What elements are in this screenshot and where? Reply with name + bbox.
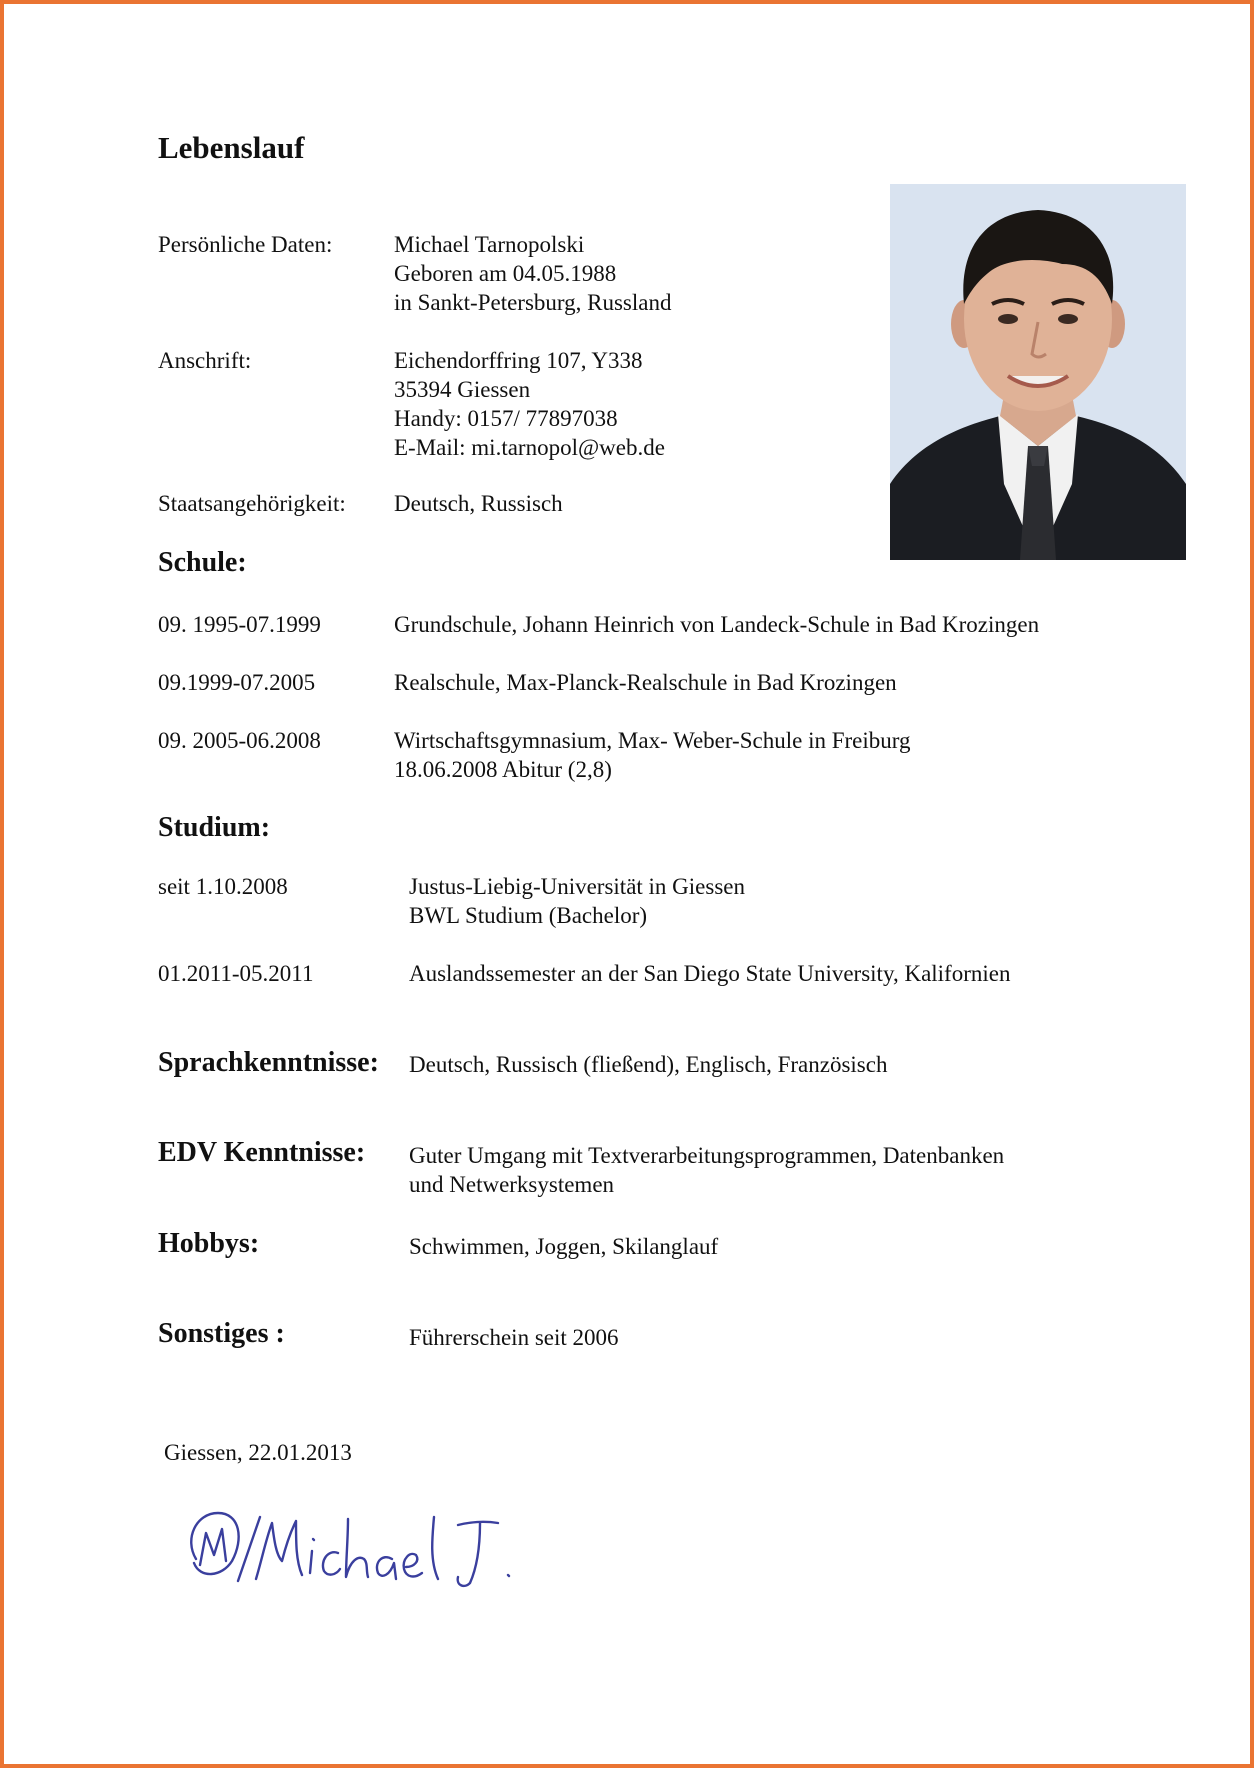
studium-date: seit 1.10.2008 xyxy=(158,874,288,899)
citizenship-label: Staatsangehörigkeit: xyxy=(158,491,346,516)
studium-entry: Auslandssemester an der San Diego State University, Kalifornien xyxy=(409,961,1011,986)
section-heading-sprachen: Sprachkenntnisse: xyxy=(158,1047,379,1078)
section-heading-studium: Studium: xyxy=(158,812,271,843)
studium-entry: Justus-Liebig-Universität in Giessen xyxy=(409,874,746,899)
studium-entry-detail: BWL Studium (Bachelor) xyxy=(409,903,648,928)
portrait-photo xyxy=(890,184,1186,560)
page-title: Lebenslauf xyxy=(158,130,305,165)
section-heading-sonstiges: Sonstiges : xyxy=(158,1318,285,1349)
address-phone: Handy: 0157/ 77897038 xyxy=(394,406,618,431)
personal-name: Michael Tarnopolski xyxy=(394,232,585,257)
place-date: Giessen, 22.01.2013 xyxy=(164,1440,352,1465)
hobbys-value: Schwimmen, Joggen, Skilanglauf xyxy=(409,1234,719,1259)
sonstiges-value: Führerschein seit 2006 xyxy=(409,1325,619,1350)
personal-birthplace: in Sankt-Petersburg, Russland xyxy=(394,290,672,315)
edv-line: und Netwerksystemen xyxy=(409,1172,615,1197)
section-heading-edv: EDV Kenntnisse: xyxy=(158,1137,366,1168)
section-heading-schule: Schule: xyxy=(158,547,247,578)
schule-date: 09. 2005-06.2008 xyxy=(158,728,321,753)
section-heading-hobbys: Hobbys: xyxy=(158,1228,260,1259)
address-street: Eichendorffring 107, Y338 xyxy=(394,348,643,373)
address-email: E-Mail: mi.tarnopol@web.de xyxy=(394,435,665,460)
studium-date: 01.2011-05.2011 xyxy=(158,961,314,986)
signature xyxy=(182,1499,542,1599)
sprachen-value: Deutsch, Russisch (fließend), Englisch, Französisch xyxy=(409,1052,888,1077)
address-city: 35394 Giessen xyxy=(394,377,531,402)
address-label: Anschrift: xyxy=(158,348,252,373)
schule-entry-detail: 18.06.2008 Abitur (2,8) xyxy=(394,757,612,782)
citizenship-value: Deutsch, Russisch xyxy=(394,491,563,516)
personal-birthdate: Geboren am 04.05.1988 xyxy=(394,261,617,286)
schule-entry: Wirtschaftsgymnasium, Max- Weber-Schule in Freiburg xyxy=(394,728,911,753)
schule-date: 09.1999-07.2005 xyxy=(158,670,316,695)
schule-date: 09. 1995-07.1999 xyxy=(158,612,321,637)
schule-entry: Realschule, Max-Planck-Realschule in Bad Krozingen xyxy=(394,670,897,695)
edv-line: Guter Umgang mit Textverarbeitungsprogrammen, Datenbanken xyxy=(409,1143,1005,1168)
personal-label: Persönliche Daten: xyxy=(158,232,333,257)
schule-entry: Grundschule, Johann Heinrich von Landeck-Schule in Bad Krozingen xyxy=(394,612,1040,637)
portrait-image xyxy=(890,184,1186,560)
